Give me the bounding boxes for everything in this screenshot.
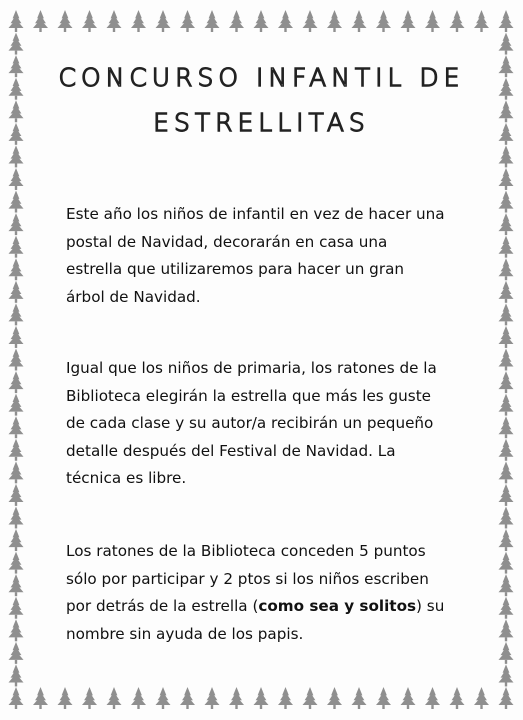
pine-tree-icon [499, 552, 514, 574]
pine-tree-icon [9, 619, 24, 641]
pine-tree-icon [499, 258, 514, 280]
pine-tree-icon [499, 168, 514, 190]
pine-tree-icon [425, 10, 440, 32]
pine-tree-icon [33, 10, 48, 32]
pine-tree-icon [499, 574, 514, 596]
page-title-line-2: ESTRELLITAS [153, 108, 370, 137]
pine-tree-icon [499, 461, 514, 483]
pine-tree-icon [9, 258, 24, 280]
pine-tree-icon [9, 416, 24, 438]
pine-tree-icon [9, 236, 24, 258]
page-title-line-1: CONCURSO INFANTIL DE [58, 63, 465, 92]
pine-tree-icon [9, 687, 24, 709]
pine-tree-icon [499, 145, 514, 167]
pine-tree-icon [9, 191, 24, 213]
pine-tree-icon [9, 394, 24, 416]
pine-tree-icon [9, 10, 24, 32]
pine-tree-icon [131, 10, 146, 32]
pine-tree-icon [499, 506, 514, 528]
pine-tree-icon [9, 281, 24, 303]
pine-tree-icon [180, 687, 195, 709]
pine-tree-icon [180, 10, 195, 32]
pine-tree-icon [499, 281, 514, 303]
pine-tree-icon [499, 303, 514, 325]
pine-tree-icon [499, 349, 514, 371]
pine-tree-icon [156, 10, 171, 32]
pine-tree-icon [9, 213, 24, 235]
pine-tree-icon [499, 484, 514, 506]
pine-tree-icon [9, 145, 24, 167]
pine-tree-icon [278, 10, 293, 32]
pine-tree-icon [327, 687, 342, 709]
pine-tree-icon [474, 687, 489, 709]
pine-tree-icon [499, 439, 514, 461]
pine-tree-icon [303, 10, 318, 32]
pine-tree-icon [82, 10, 97, 32]
pine-tree-icon [9, 529, 24, 551]
paragraph-intro: Este año los niños de infantil en vez de hacer una postal de Navidad, decorarán en casa una estrella que utilizaremos para hacer un gran árbol de Navidad. [66, 205, 445, 306]
pine-tree-icon [499, 213, 514, 235]
pine-tree-icon [499, 371, 514, 393]
pine-tree-icon [9, 439, 24, 461]
pine-tree-icon [9, 484, 24, 506]
pine-tree-icon [376, 687, 391, 709]
pine-tree-icon [9, 461, 24, 483]
pine-tree-icon [499, 416, 514, 438]
paragraph-points [66, 538, 446, 648]
pine-tree-icon [401, 10, 416, 32]
pine-tree-icon [499, 236, 514, 258]
pine-tree-icon [327, 10, 342, 32]
paragraph-points-end: ) su nombre sin ayuda de los papis. [66, 597, 445, 643]
pine-tree-icon [58, 687, 73, 709]
pine-tree-icon [499, 664, 514, 686]
pine-tree-icon [254, 687, 269, 709]
pine-tree-icon [499, 619, 514, 641]
pine-tree-icon [499, 33, 514, 55]
pine-tree-icon [229, 687, 244, 709]
pine-tree-icon [229, 10, 244, 32]
paragraph-points-emphasis: como sea y solitos [258, 597, 417, 616]
pine-tree-icon [254, 10, 269, 32]
pine-tree-icon [499, 326, 514, 348]
pine-tree-icon [9, 371, 24, 393]
pine-tree-icon [58, 10, 73, 32]
pine-tree-icon [352, 10, 367, 32]
pine-tree-icon [278, 687, 293, 709]
pine-tree-icon [9, 642, 24, 664]
pine-tree-icon [131, 687, 146, 709]
paragraph-points-start: Los ratones de la Biblioteca conceden 5 puntos sólo por participar y 2 ptos si los niños escriben por detrás de la estrella ( [66, 542, 429, 616]
pine-tree-icon [9, 664, 24, 686]
pine-tree-icon [9, 506, 24, 528]
pine-tree-icon [352, 687, 367, 709]
pine-tree-icon [9, 597, 24, 619]
pine-tree-icon [450, 10, 465, 32]
pine-tree-icon [499, 529, 514, 551]
pine-tree-icon [9, 33, 24, 55]
pine-tree-icon [474, 10, 489, 32]
pine-tree-icon [499, 597, 514, 619]
pine-tree-icon [107, 10, 122, 32]
pine-tree-icon [499, 642, 514, 664]
pine-tree-icon [376, 10, 391, 32]
pine-tree-icon [499, 10, 514, 32]
pine-tree-icon [82, 687, 97, 709]
pine-tree-icon [401, 687, 416, 709]
pine-tree-icon [9, 574, 24, 596]
pine-tree-icon [9, 303, 24, 325]
pine-tree-icon [450, 687, 465, 709]
paragraph-selection: Igual que los niños de primaria, los ratones de la Biblioteca elegirán la estrella que más les guste de cada clase y su autor/a recibirán un pequeño detalle después del Festival de Navidad. La técnica es libre. [66, 359, 437, 488]
pine-tree-icon [9, 349, 24, 371]
pine-tree-icon [499, 191, 514, 213]
pine-tree-icon [33, 687, 48, 709]
pine-tree-icon [107, 687, 122, 709]
pine-tree-icon [205, 10, 220, 32]
pine-tree-icon [425, 687, 440, 709]
pine-tree-icon [499, 394, 514, 416]
pine-tree-icon [9, 552, 24, 574]
pine-tree-icon [9, 168, 24, 190]
pine-tree-icon [205, 687, 220, 709]
pine-tree-icon [303, 687, 318, 709]
pine-tree-icon [499, 687, 514, 709]
pine-tree-icon [9, 326, 24, 348]
pine-tree-icon [156, 687, 171, 709]
